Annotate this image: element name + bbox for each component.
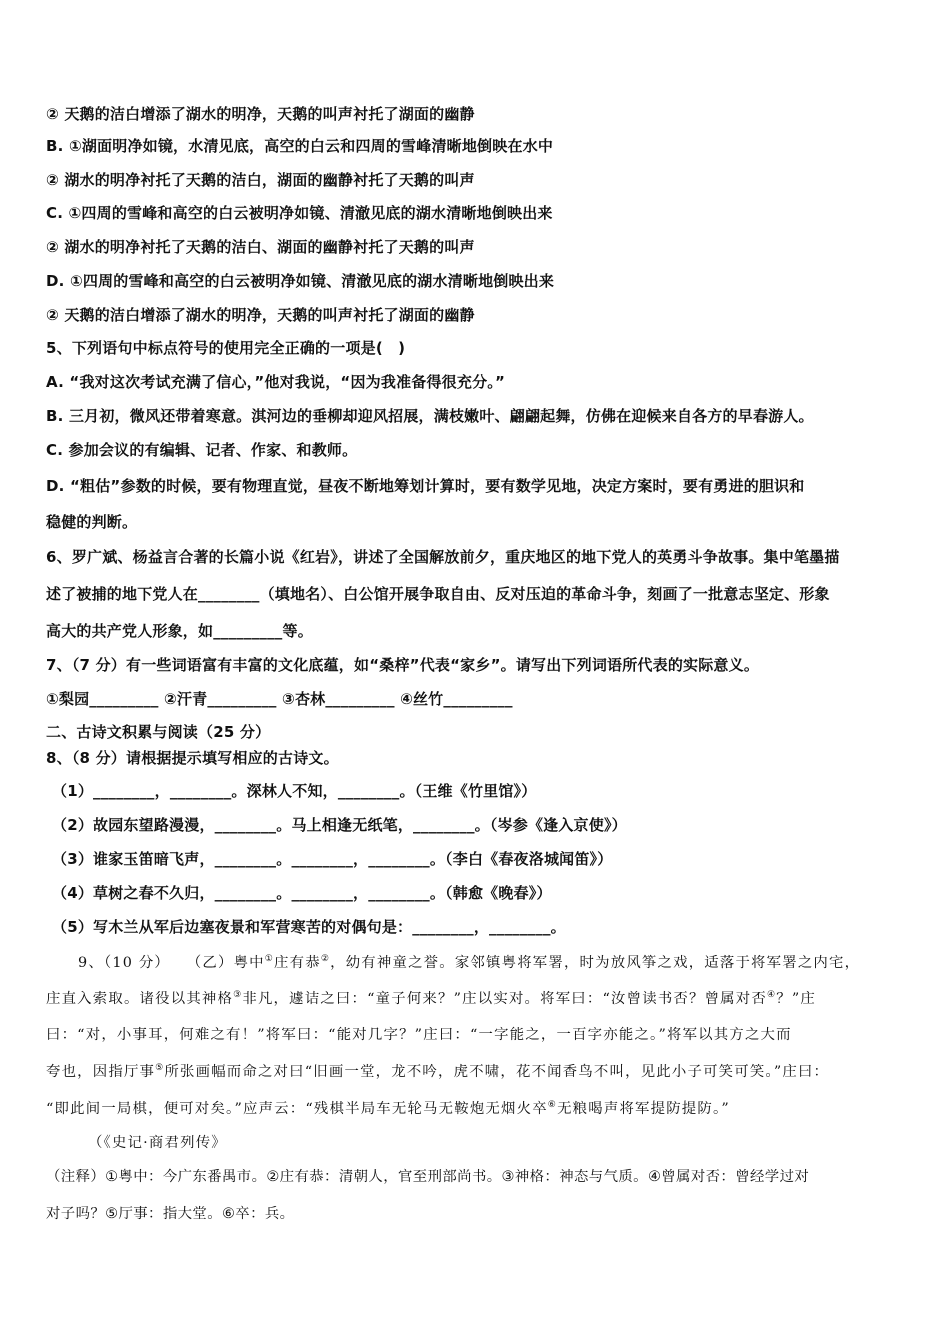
option-b-line-2: ② 湖水的明净衬托了天鹅的洁白，湖面的幽静衬托了天鹅的叫声	[46, 171, 475, 189]
question-6-line-1: 6、罗广斌、杨益言合著的长篇小说《红岩》，讲述了全国解放前夕，重庆地区的地下党人的英勇斗争故事。集中笔墨描	[46, 548, 840, 566]
option-d-line-2: ② 天鹅的洁白增添了湖水的明净，天鹅的叫声衬托了湖面的幽静	[46, 306, 475, 324]
question-8-item-4: （4）草树之春不久归，________。________，________。（韩愈《晚春》）	[52, 884, 552, 902]
question-6-line-3: 高大的共产党人形象，如_________等。	[46, 622, 313, 640]
option-d-line-1: D. ①四周的雪峰和高空的白云被明净如镜、清澈见底的湖水清晰地倒映出来	[46, 272, 555, 290]
footnote-marker: ④	[766, 990, 777, 1001]
option-a-line-2: ② 天鹅的洁白增添了湖水的明净，天鹅的叫声衬托了湖面的幽静	[46, 105, 475, 123]
question-5-option-c: C. 参加会议的有编辑、记者、作家、和教师。	[46, 441, 358, 459]
option-b-line-1: B. ①湖面明净如镜，水清见底，高空的白云和四周的雪峰清晰地倒映在水中	[46, 137, 554, 155]
question-5-option-b: B. 三月初，微风还带着寒意。淇河边的垂柳却迎风招展，满枝嫩叶、翩翩起舞，仿佛在迎候来自各方的早春游人。	[46, 407, 814, 425]
question-8-item-1: （1）________，________。深林人不知，________。（王维《竹里馆》）	[52, 782, 537, 800]
section-2-heading: 二、古诗文积累与阅读（25 分）	[46, 723, 271, 741]
footnote-marker: ⑤	[155, 1063, 165, 1074]
annotation-line-2: 对子吗？⑤厅事：指大堂。⑥卒：兵。	[46, 1206, 295, 1222]
footnote-marker: ②	[320, 954, 331, 965]
question-6-line-2: 述了被捕的地下党人在________（填地名）、白公馆开展争取自由、反对压迫的革命斗争，刻画了一批意志坚定、形象	[46, 585, 830, 603]
question-9-para-line-2: 庄直入索取。诸役以其神格③非凡，遽诘之曰：“童子何来？”庄以实对。将军曰：“汝曾读书否？曾属对否④？”庄	[46, 990, 816, 1007]
footnote-marker: ①	[264, 954, 275, 965]
annotation-line-1: （注释）①粤中：今广东番禺市。②庄有恭：清朝人，官至刑部尚书。③神格：神态与气质。④曾属对否：曾经学过对	[46, 1169, 810, 1185]
question-9-para-line-4: 夸也，因指厅事⑤所张画幅而命之对曰“旧画一堂，龙不吟，虎不啸，花不闻香鸟不叫，见此小子可笑可笑。”庄曰：	[46, 1063, 830, 1080]
option-c-line-2: ② 湖水的明净衬托了天鹅的洁白、湖面的幽静衬托了天鹅的叫声	[46, 238, 475, 256]
question-8-item-2: （2）故园东望路漫漫，________。马上相逢无纸笔，________。（岑参《逢入京使》）	[52, 816, 627, 834]
question-8-item-5: （5）写木兰从军后边塞夜景和军营寒苦的对偶句是：________，________。	[52, 918, 566, 936]
question-9-source: （《史记·商君列传》	[88, 1135, 227, 1151]
question-5-stem: 5、下列语句中标点符号的使用完全正确的一项是( )	[46, 339, 406, 357]
question-9-para-line-1: 9、（10 分） （乙）粤中①庄有恭②，幼有神童之誉。家邻镇粤将军署，时为放风筝之戏，适落于将军署之内宅，	[78, 954, 861, 971]
question-8-item-3: （3）谁家玉笛暗飞声，________。________，________。（李白《春夜洛城闻笛》）	[52, 850, 613, 868]
question-8-stem: 8、（8 分）请根据提示填写相应的古诗文。	[46, 749, 339, 767]
question-5-option-d-line-1: D. “粗估”参数的时候，要有物理直觉，昼夜不断地筹划计算时，要有数学见地，决定方案时，要有勇进的胆识和	[46, 477, 805, 495]
question-9-para-line-3: 曰：“对，小事耳，何难之有！”将军曰：“能对几字？”庄曰：“一字能之，一百字亦能之。”将军以其方之大而	[46, 1027, 792, 1043]
question-7-blanks: ①梨园_________ ②汗青_________ ③杏林_________ ④丝竹_________	[46, 690, 513, 708]
question-7-stem: 7、（7 分）有一些词语富有丰富的文化底蕴，如“桑梓”代表“家乡”。请写出下列词语所代表的实际意义。	[46, 656, 760, 674]
footnote-marker: ⑥	[547, 1100, 558, 1111]
question-5-option-d-line-2: 稳健的判断。	[46, 513, 138, 531]
question-9-para-line-5: “即此间一局棋，便可对矣。”应声云：“残棋半局车无轮马无鞍炮无烟火卒⑥无粮喝声将军提防提防。”	[46, 1100, 730, 1117]
question-9-number: 9、（10 分）	[78, 955, 163, 971]
option-c-line-1: C. ①四周的雪峰和高空的白云被明净如镜、清澈见底的湖水清晰地倒映出来	[46, 204, 553, 222]
footnote-marker: ③	[233, 990, 243, 1001]
question-5-option-a: A. “我对这次考试充满了信心，”他对我说，“因为我准备得很充分。”	[46, 373, 506, 391]
